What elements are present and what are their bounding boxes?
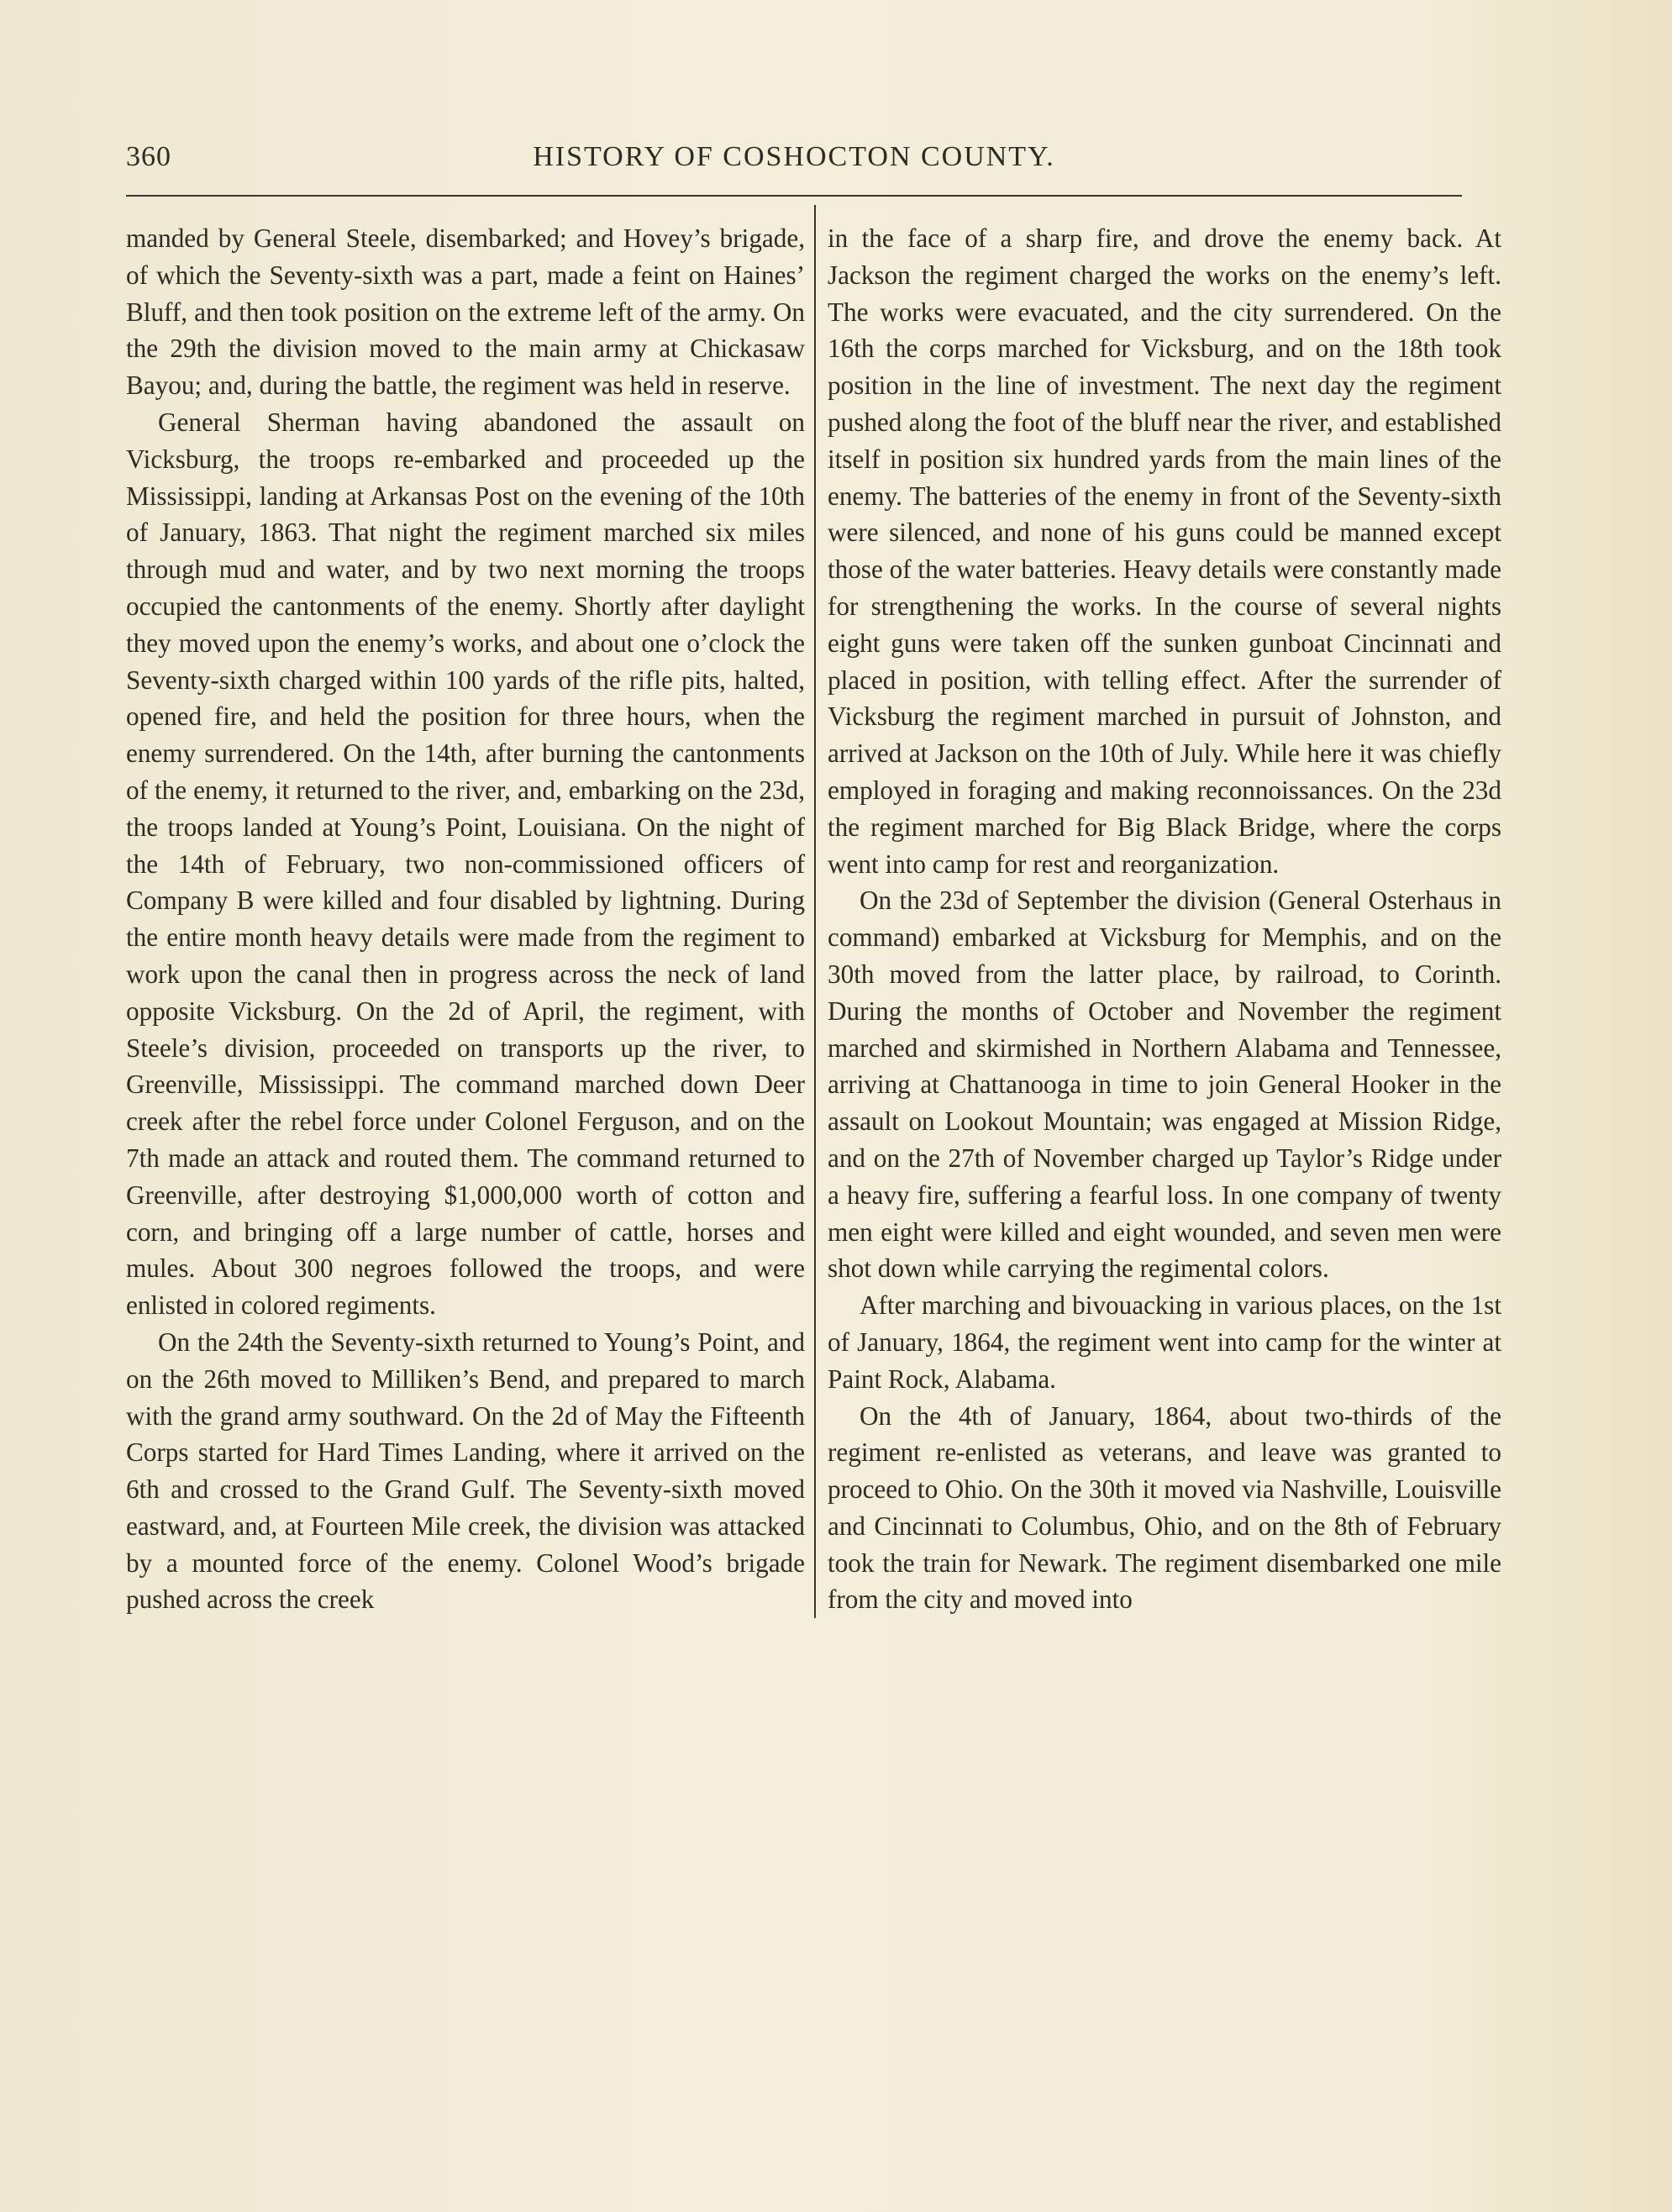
column-divider [814,205,816,1618]
paragraph: manded by General Steele, disembarked; and Hovey’s brigade, of which the Seventy-sixth was a part, made a feint on Haines’ Bluff, and then took position on the extreme left of the army. On the 29th the division moved to the main army at Chickasaw Bayou; and, during the battle, the regiment was held in reserve. [126,223,805,401]
running-title: HISTORY OF COSHOCTON COUNTY. [533,141,1055,172]
page-number: 360 [126,141,171,172]
paragraph: On the 24th the Seventy-sixth returned to Young’s Point, and on the 26th moved to Milliken’s Bend, and prepared to march with the grand army southward. On the 2d of May the Fifteenth Corps started for Hard Times Landing, where it arrived on the 6th and crossed to the Grand Gulf. The Seventy-sixth moved eastward, and, at Fourteen Mile creek, the division was attacked by a mounted force of the enemy. Colonel Wood’s brigade pushed across the creek [126,1327,805,1615]
paragraph: in the face of a sharp fire, and drove the enemy back. At Jackson the regiment charged the works on the enemy’s left. The works were evacuated, and the city surrendered. On the 16th the corps marched for Vicksburg, and on the 18th took position in the line of investment. The next day the regiment pushed along the foot of the bluff near the river, and established itself in position six hundred yards from the main lines of the enemy. The batteries of the enemy in front of the Seventy-sixth were silenced, and none of his guns could be manned except those of the water batteries. Heavy details were constantly made for strengthening the works. In the course of several nights eight guns were taken off the sunken gunboat Cincinnati and placed in position, with telling effect. After the surrender of Vicksburg the regiment marched in pursuit of Johnston, and arrived at Jackson on the 10th of July. While here it was chiefly employed in foraging and making reconnoissances. On the 23d the regiment marched for Big Black Bridge, where the corps went into camp for rest and reorganization. [828,223,1501,879]
paragraph: General Sherman having abandoned the assault on Vicksburg, the troops re-embarked and proceeded up the Mississippi, landing at Arkansas Post on the evening of the 10th of January, 1863. That night the regiment marched six miles through mud and water, and by two next morning the troops occupied the cantonments of the enemy. Shortly after daylight they moved upon the enemy’s works, and about one o’clock the Seventy-sixth charged within 100 yards of the rifle pits, halted, opened fire, and held the position for three hours, when the enemy surrendered. On the 14th, after burning the cantonments of the enemy, it returned to the river, and, embarking on the 23d, the troops landed at Young’s Point, Louisiana. On the night of the 14th of February, two non-commissioned officers of Company B were killed and four disabled by lightning. During the entire month heavy details were made from the regiment to work upon the canal then in progress across the neck of land opposite Vicksburg. On the 2d of April, the regiment, with Steele’s division, proceeded on transports up the river, to Greenville, Mississippi. The command marched down Deer creek after the rebel force under Colonel Ferguson, and on the 7th made an attack and routed them. The command returned to Greenville, after destroying $1,000,000 worth of cotton and corn, and bringing off a large number of cattle, horses and mules. About 300 negroes followed the troops, and were enlisted in colored regiments. [126,407,805,1321]
page-header [126,141,1462,185]
left-column [126,220,805,1618]
paragraph: On the 4th of January, 1864, about two-thirds of the regiment re-enlisted as veterans, and leave was granted to proceed to Ohio. On the 30th it moved via Nashville, Louisville and Cincinnati to Columbus, Ohio, and on the 8th of February took the train for Newark. The regiment disembarked one mile from the city and moved into [828,1400,1501,1615]
header-rule [126,195,1462,197]
paragraph: After marching and bivouacking in various places, on the 1st of January, 1864, the regiment went into camp for the winter at Paint Rock, Alabama. [828,1290,1501,1394]
right-column [828,220,1501,1618]
paragraph: On the 23d of September the division (General Osterhaus in command) embarked at Vicksburg for Memphis, and on the 30th moved from the latter place, by railroad, to Corinth. During the months of October and November the regiment marched and skirmished in Northern Alabama and Tennessee, arriving at Chattanooga in time to join General Hooker in the assault on Lookout Mountain; was engaged at Mission Ridge, and on the 27th of November charged up Taylor’s Ridge under a heavy fire, suffering a fearful loss. In one company of twenty men eight were killed and eight wounded, and seven men were shot down while carrying the regimental colors. [828,885,1501,1284]
